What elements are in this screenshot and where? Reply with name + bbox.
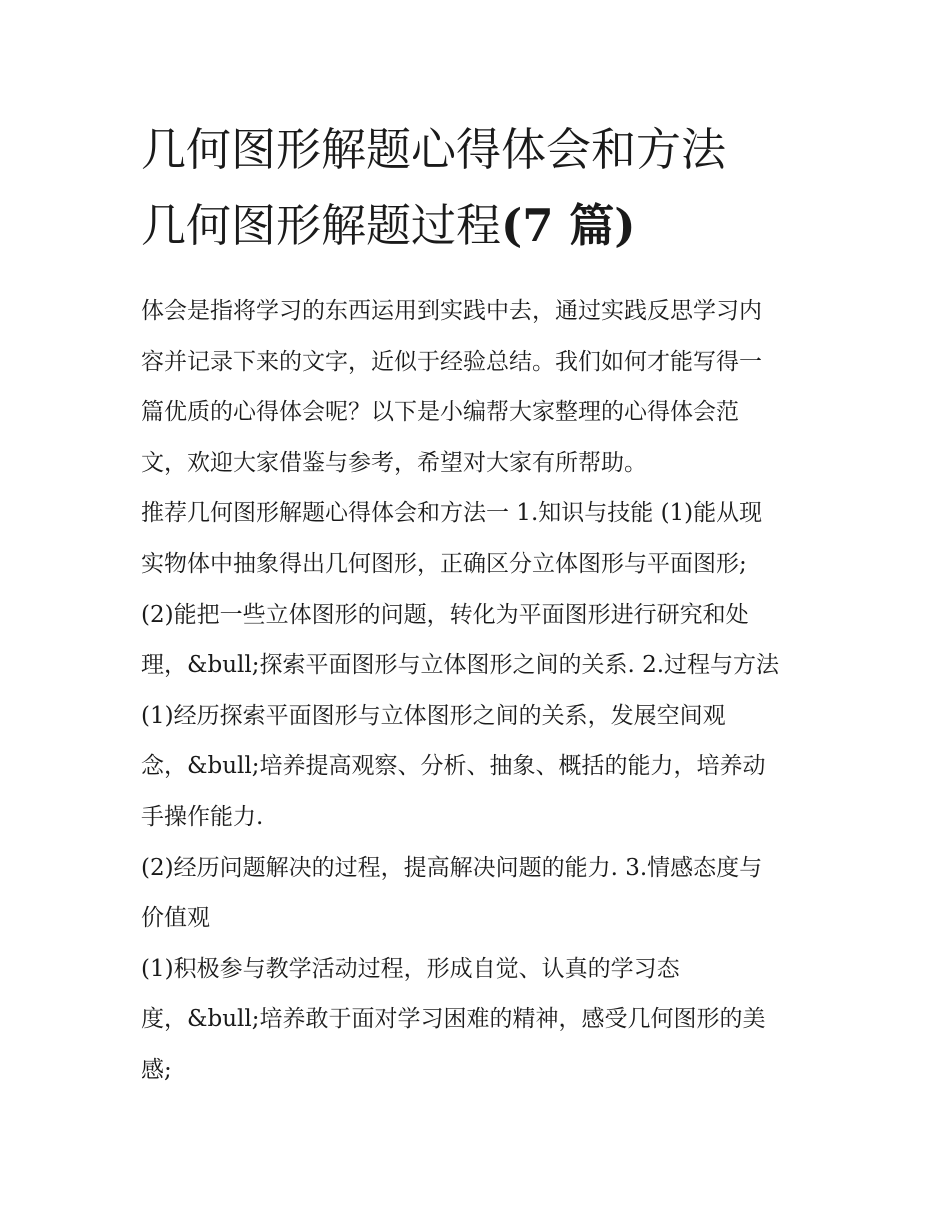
text-line: (1)积极参与教学活动过程，形成自觉、认真的学习态 [141, 955, 680, 982]
title-count: (7 篇) [501, 199, 636, 252]
title-line: 几何图形解题心得体会和方法 [141, 123, 727, 176]
title-line-text: 几何图形解题过程 [141, 199, 502, 252]
text-line: 念，&bull;培养提高观察、分析、抽象、概括的能力，培养动 [141, 753, 766, 780]
body-paragraph [141, 488, 813, 842]
document-page [141, 112, 813, 1096]
body-paragraph [141, 843, 813, 944]
text-line: (2)经历问题解决的过程，提高解决问题的能力. 3.情感态度与 [141, 854, 763, 881]
intro-paragraph [141, 286, 813, 488]
text-line: 实物体中抽象得出几何图形，正确区分立体图形与平面图形; [141, 550, 747, 577]
text-line: (2)能把一些立体图形的问题，转化为平面图形进行研究和处 [141, 601, 749, 628]
text-line: 体会是指将学习的东西运用到实践中去，通过实践反思学习内 [141, 298, 762, 324]
text-line: 度，&bull;培养敢于面对学习困难的精神，感受几何图形的美 [141, 1006, 766, 1033]
text-line: 感; [141, 1056, 172, 1083]
text-line: 价值观 [141, 905, 210, 932]
text-line: 文，欢迎大家借鉴与参考，希望对大家有所帮助。 [141, 449, 647, 476]
text-line: 推荐几何图形解题心得体会和方法一 1.知识与技能 (1)能从现 [141, 500, 763, 527]
text-line: 手操作能力. [141, 803, 264, 830]
text-line: (1)经历探索平面图形与立体图形之间的关系，发展空间观 [141, 702, 726, 729]
title-line [141, 188, 813, 264]
document-title [141, 112, 813, 264]
text-line: 理，&bull;探索平面图形与立体图形之间的关系. 2.过程与方法 [141, 652, 780, 679]
body-paragraph [141, 944, 813, 1096]
text-line: 容并记录下来的文字，近似于经验总结。我们如何才能写得一 [141, 348, 762, 375]
text-line: 篇优质的心得体会呢？以下是小编帮大家整理的心得体会范 [141, 399, 739, 426]
